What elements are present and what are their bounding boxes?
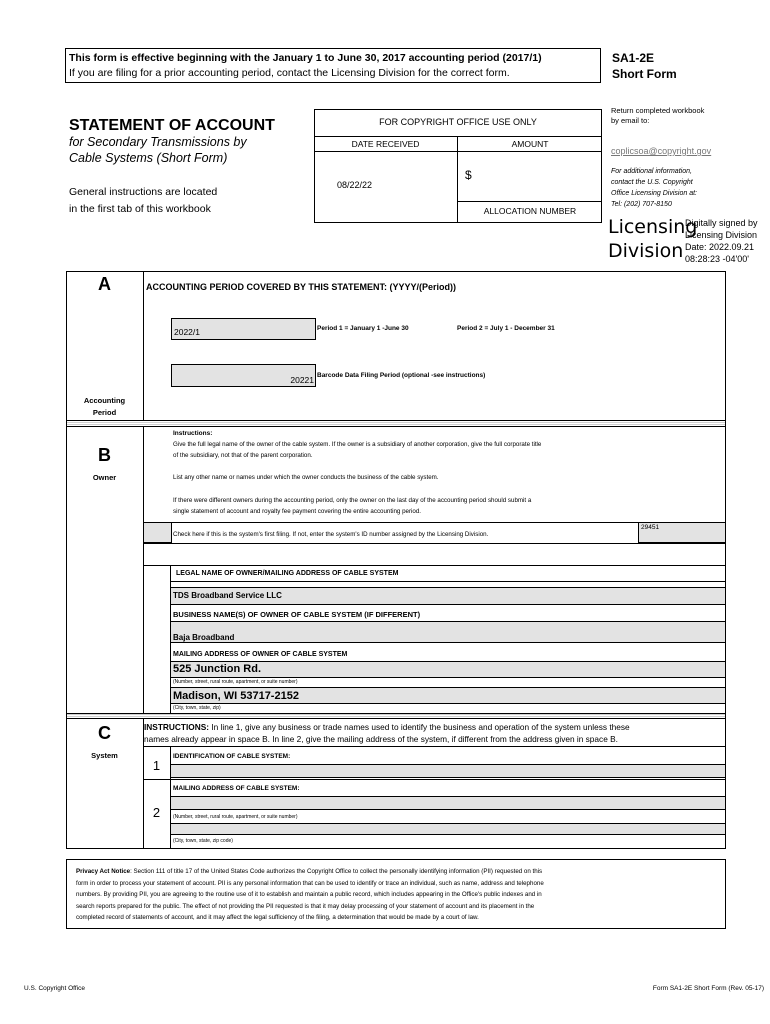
signature-detail-line1: Digitally signed by [685,218,758,228]
owner-street-value: 525 Junction Rd. [173,663,262,675]
form-code: SA1-2E [612,51,655,65]
space-c-side-label: System [91,751,118,760]
effective-notice-line1: This form is effective beginning with the January 1 to June 30, 2017 accounting period (2017/1) [69,52,542,64]
footer-right: Form SA1-2E Short Form (Rev. 05-17) [652,985,764,992]
office-use-heading: FOR COPYRIGHT OFFICE USE ONLY [379,117,537,127]
signature-detail-line4: 08:28:23 -04'00' [685,254,749,264]
general-instructions-line1: General instructions are located [69,186,218,198]
privacy-line2: form in order to process your statement of account. PII is any personal information that can be used to identify or trace an individual, such as name, address and telephone [76,879,544,887]
return-line1: Return completed workbook [611,106,705,115]
owner-mailing-label: MAILING ADDRESS OF OWNER OF CABLE SYSTEM [173,651,348,658]
system-city-hint: (City, town, state, zip code) [173,838,233,844]
owner-street-hint: (Number, street, rural route, apartment, or suite number) [173,679,298,685]
business-name-field[interactable] [170,621,726,643]
space-c-instructions-bold: INSTRUCTIONS: [144,722,209,732]
period1-note: Period 1 = January 1 -June 30 [317,325,409,332]
space-a-side-label1: Accounting [83,396,126,405]
copyright-email-link[interactable]: coplicsoa@copyright.gov [611,146,712,156]
amount-label: AMOUNT [511,139,549,149]
space-c-instructions-line1: In line 1, give any business or trade names used to identify the business and operation of the system unless these [209,722,630,732]
effective-notice-line2: If you are filing for a prior accounting period, contact the Licensing Division for the correct form. [69,67,510,79]
system-mailing-label: MAILING ADDRESS OF CABLE SYSTEM: [173,785,300,792]
amount-value[interactable]: $ [465,168,472,182]
space-b-instr-p2: List any other name or names under which the owner conducts the business of the cable system. [173,474,439,481]
privacy-notice-text [76,866,544,924]
signature-detail-line3: Date: 2022.09.21 [685,242,755,252]
system-id-value: 29451 [641,524,660,531]
owner-city-hint: (City, town, state, zip) [173,705,221,711]
form-type: Short Form [612,67,677,81]
first-filing-label: Check here if this is the system's first filing. If not, enter the system's ID number assigned by the Licensing Division. [173,531,489,538]
barcode-period-value: 20221 [290,375,314,385]
space-b-side-label: Owner [92,473,117,482]
contact-info-line3: Office Licensing Division at: [611,190,697,197]
barcode-period-label: Barcode Data Filing Period (optional -see instructions) [317,372,486,379]
space-a-side-label2: Period [92,408,117,417]
space-b-instr-p1-line2: of the subsidiary, not that of the parent corporation. [173,452,313,459]
privacy-line3: numbers. By providing PII, you are agreeing to the routine use of it to establish and maintain a public record, which includes appearing in the Office's public indexes and in [76,891,542,899]
signature-detail-line2: Licensing Division [685,230,758,240]
space-c-instructions [144,721,630,745]
line1-number: 1 [152,758,161,773]
footer-left: U.S. Copyright Office [24,985,85,992]
space-a-letter: A [98,274,111,294]
space-b-instructions-heading: Instructions: [173,430,213,437]
signature-name-line2: Division [608,240,684,262]
signature-name-line1: Licensing [608,216,698,238]
contact-info-line1: For additional information, [611,168,692,175]
space-b-letter: B [98,445,111,465]
privacy-notice-bold: Privacy Act Notice [76,868,131,875]
business-names-label: BUSINESS NAME(S) OF OWNER OF CABLE SYSTEM (IF DIFFERENT) [173,610,421,619]
form-title: STATEMENT OF ACCOUNT [69,117,275,134]
contact-info-line4: Tel: (202) 707-8150 [611,201,672,208]
space-b-instr-p1-line1: Give the full legal name of the owner of the cable system. If the owner is a subsidiary of another corporation, give the full corporate title [173,441,542,448]
privacy-line1: : Section 111 of title 17 of the United States Code authorizes the Copyright Office to collect the personally identifying information (PII) requested on this [130,868,543,875]
owner-city-value: Madison, WI 53717-2152 [173,690,299,702]
space-b-instr-p3-line1: If there were different owners during the accounting period, only the owner on the last day of the accounting period should submit a [173,497,532,504]
privacy-line5: completed record of statements of account, and it may affect the legal sufficiency of the filing, a determination that would be made by a court of law. [76,914,479,922]
first-filing-checkbox[interactable] [143,522,172,543]
system-street-hint: (Number, street, rural route, apartment, or suite number) [173,814,298,820]
system-street-field[interactable] [170,796,726,810]
legal-name-value: TDS Broadband Service LLC [173,591,282,600]
general-instructions-line2: in the first tab of this workbook [69,203,211,215]
business-name-value: Baja Broadband [173,633,235,642]
space-c-instructions-line2: names already appear in space B. In line 2, give the mailing address of the system, if different from the address given in space B. [144,734,618,744]
system-identification-field[interactable] [170,764,726,778]
date-received-label: DATE RECEIVED [351,139,420,149]
contact-info-line2: contact the U.S. Copyright [611,179,693,186]
return-line2: by email to: [611,116,650,125]
form-subtitle-line1: for Secondary Transmissions by [69,135,247,149]
line2-number: 2 [152,805,161,820]
allocation-number-label: ALLOCATION NUMBER [483,206,577,216]
space-a-heading: ACCOUNTING PERIOD COVERED BY THIS STATEMENT: (YYYY/(Period)) [146,282,457,292]
space-c-letter: C [98,723,111,743]
system-city-field[interactable] [170,823,726,835]
form-subtitle-line2: Cable Systems (Short Form) [69,151,228,165]
period2-note: Period 2 = July 1 - December 31 [457,325,555,332]
system-identification-label: IDENTIFICATION OF CABLE SYSTEM: [173,753,291,760]
space-b-instr-p3-line2: single statement of account and royalty fee payment covering the entire accounting period. [173,508,421,515]
date-received-value: 08/22/22 [337,180,373,190]
legal-name-label: LEGAL NAME OF OWNER/MAILING ADDRESS OF CABLE SYSTEM [176,570,399,577]
privacy-line4: search reports prepared for the public. The effect of not providing the PII requested is that it may delay processing of your statement of account and its placement in the [76,902,535,910]
accounting-period-value: 2022/1 [174,327,200,337]
